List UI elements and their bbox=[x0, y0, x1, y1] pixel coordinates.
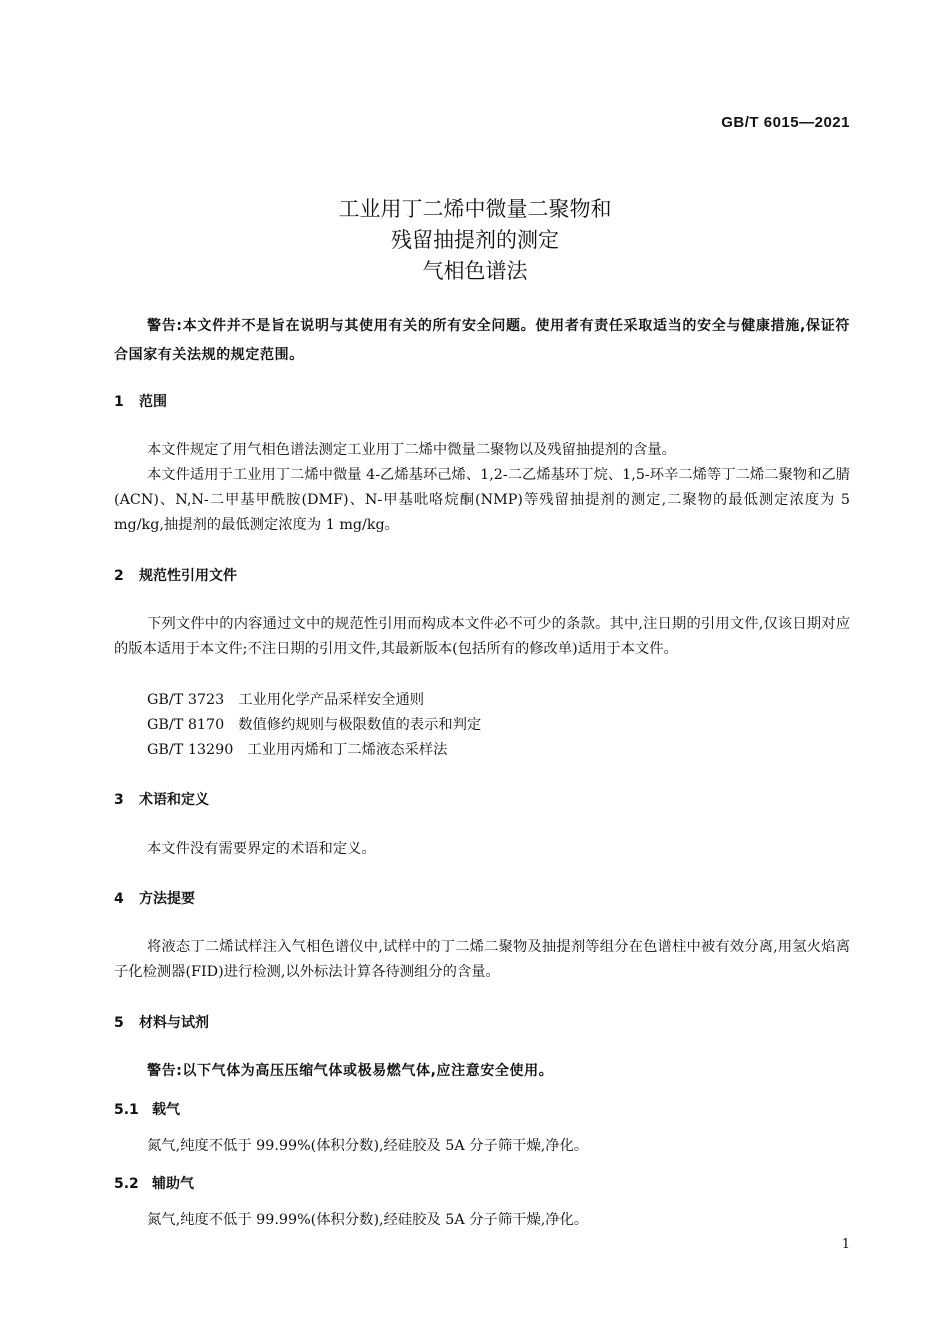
page-number: 1 bbox=[841, 1237, 850, 1252]
subsection-title: 载气 bbox=[152, 1102, 180, 1118]
section-heading-3 bbox=[114, 790, 209, 810]
normative-reference bbox=[147, 715, 481, 735]
normative-reference bbox=[147, 740, 447, 760]
section-heading-5 bbox=[114, 1013, 209, 1033]
document-title bbox=[0, 194, 950, 287]
paragraph: 氮气,纯度不低于 99.99%(体积分数),经硅胶及 5A 分子筛干燥,净化。 bbox=[147, 1212, 589, 1228]
section-title: 范围 bbox=[139, 394, 167, 410]
subsection-number: 5.2 bbox=[114, 1176, 139, 1192]
title-line-3: 气相色谱法 bbox=[422, 259, 528, 283]
reference-code: GB/T 13290 bbox=[147, 742, 234, 758]
section-number: 5 bbox=[114, 1015, 124, 1031]
paragraph: 下列文件中的内容通过文中的规范性引用而构成本文件必不可少的条款。其中,注日期的引用文件,仅该日期对应的版本适用于本文件;不注日期的引用文件,其最新版本(包括所有的修改单)适用于本文件。 bbox=[114, 616, 850, 657]
title-line-2: 残留抽提剂的测定 bbox=[391, 228, 559, 252]
paragraph: 本文件适用于工业用丁二烯中微量 4-乙烯基环己烯、1,2-二乙烯基环丁烷、1,5-环辛二烯等丁二烯二聚物和乙腈(ACN)、N,N-二甲基甲酰胺(DMF)、N-甲基吡咯烷酮(NMP)等残留抽提剂的测定,二聚物的最低测定浓度为 5 mg/kg,抽提剂的最低测定浓度为 1 mg/kg。 bbox=[114, 467, 850, 533]
section-title: 术语和定义 bbox=[139, 792, 209, 808]
paragraph: 本文件没有需要界定的术语和定义。 bbox=[147, 841, 376, 857]
section-number: 3 bbox=[114, 792, 124, 808]
section-number: 4 bbox=[114, 891, 124, 907]
paragraph: 本文件规定了用气相色谱法测定工业用丁二烯中微量二聚物以及残留抽提剂的含量。 bbox=[147, 442, 676, 458]
normative-reference bbox=[147, 690, 424, 710]
paragraph: 氮气,纯度不低于 99.99%(体积分数),经硅胶及 5A 分子筛干燥,净化。 bbox=[147, 1138, 589, 1154]
section-title: 方法提要 bbox=[139, 891, 195, 907]
section-heading-1 bbox=[114, 392, 167, 412]
section-heading-2 bbox=[114, 566, 237, 586]
paragraph: 将液态丁二烯试样注入气相色谱仪中,试样中的丁二烯二聚物及抽提剂等组分在色谱柱中被有效分离,用氢火焰离子化检测器(FID)进行检测,以外标法计算各待测组分的含量。 bbox=[114, 939, 850, 980]
subsection-heading-5-1 bbox=[114, 1100, 180, 1120]
title-line-1: 工业用丁二烯中微量二聚物和 bbox=[338, 197, 612, 221]
section-number: 1 bbox=[114, 394, 124, 410]
gas-safety-warning: 警告:以下气体为高压压缩气体或极易燃气体,应注意安全使用。 bbox=[147, 1063, 554, 1079]
standard-code: GB/T 6015—2021 bbox=[721, 114, 850, 131]
reference-code: GB/T 8170 bbox=[147, 717, 225, 733]
reference-code: GB/T 3723 bbox=[147, 692, 225, 708]
safety-warning: 警告:本文件并不是旨在说明与其使用有关的所有安全问题。使用者有责任采取适当的安全与健康措施,保证符合国家有关法规的规定范围。 bbox=[114, 318, 850, 363]
section-number: 2 bbox=[114, 568, 124, 584]
section-heading-4 bbox=[114, 889, 195, 909]
section-title: 材料与试剂 bbox=[139, 1015, 209, 1031]
section-title: 规范性引用文件 bbox=[139, 568, 237, 584]
subsection-number: 5.1 bbox=[114, 1102, 139, 1118]
reference-title: 工业用化学产品采样安全通则 bbox=[238, 692, 425, 708]
subsection-title: 辅助气 bbox=[152, 1176, 194, 1192]
reference-title: 数值修约规则与极限数值的表示和判定 bbox=[238, 717, 482, 733]
reference-title: 工业用丙烯和丁二烯液态采样法 bbox=[247, 742, 448, 758]
subsection-heading-5-2 bbox=[114, 1174, 194, 1194]
